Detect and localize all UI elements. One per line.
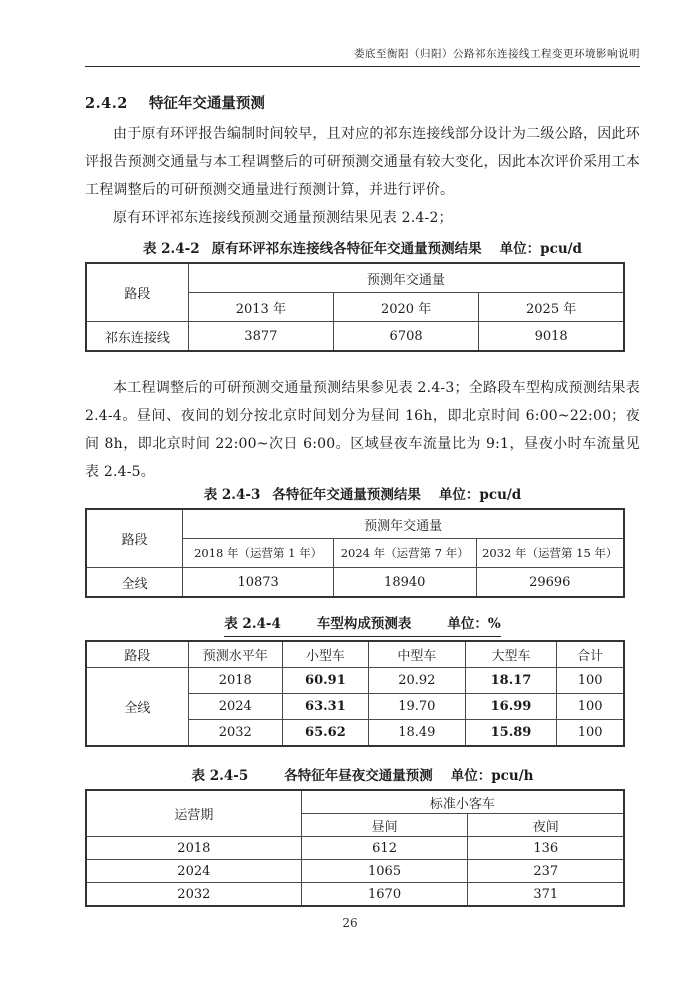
caption-title: 各特征年昼夜交通量预测 <box>284 768 433 784</box>
cell-total: 100 <box>557 668 624 694</box>
table-2-4-5 <box>85 789 625 907</box>
cell-value: 29696 <box>476 568 624 598</box>
table-header-group: 预测年交通量 <box>188 263 624 293</box>
table-row <box>86 568 624 598</box>
cell-night: 136 <box>468 837 624 860</box>
row-label: 全线 <box>86 568 183 598</box>
table-header: 合计 <box>557 641 624 668</box>
table-header-segment: 路段 <box>86 509 183 568</box>
table-header-year: 2025 年 <box>479 293 624 322</box>
section-title: 特征年交通量预测 <box>148 95 265 112</box>
cell-value: 9018 <box>479 322 624 352</box>
cell-value: 3877 <box>188 322 333 352</box>
cell-large-car: 15.89 <box>465 720 556 747</box>
table-header: 大型车 <box>465 641 556 668</box>
row-label: 祁东连接线 <box>86 322 188 352</box>
cell-year: 2032 <box>188 720 282 747</box>
table-2-4-4-caption <box>85 615 640 637</box>
table-header: 中型车 <box>368 641 465 668</box>
table-header: 路段 <box>86 641 188 668</box>
cell-value: 6708 <box>333 322 478 352</box>
table-header-year: 2020 年 <box>333 293 478 322</box>
table-row <box>86 322 624 352</box>
cell-medium-car: 18.49 <box>368 720 465 747</box>
caption-label: 表 2.4-4 <box>224 616 281 632</box>
caption-unit: 单位：pcu/h <box>450 768 534 784</box>
table-row <box>86 883 624 907</box>
cell-value: 10873 <box>183 568 334 598</box>
cell-day: 1670 <box>301 883 468 907</box>
cell-large-car: 18.17 <box>465 668 556 694</box>
table-2-4-3 <box>85 508 625 598</box>
cell-small-car: 63.31 <box>282 694 368 720</box>
caption-title: 各特征年交通量预测结果 <box>272 487 421 503</box>
caption-title: 原有环评祁东连接线各特征年交通量预测结果 <box>211 241 482 257</box>
cell-total: 100 <box>557 720 624 747</box>
table-header-year: 2024 年（运营第 7 年） <box>333 539 476 568</box>
table-2-4-5-caption <box>85 767 640 786</box>
cell-medium-car: 20.92 <box>368 668 465 694</box>
paragraph-intro: 由于原有环评报告编制时间较早，且对应的祁东连接线部分设计为二级公路，因此环评报告预测交通量与本工程调整后的可研预测交通量有较大变化，因此本次评价采用工本工程调整后的可研预测交通量进行预测计算，并进行评价。 <box>85 126 640 198</box>
cell-year: 2024 <box>188 694 282 720</box>
cell-total: 100 <box>557 694 624 720</box>
caption-title: 车型构成预测表 <box>316 616 412 632</box>
table-header-day: 昼间 <box>301 814 468 837</box>
page-header <box>85 46 640 67</box>
cell-day: 612 <box>301 837 468 860</box>
cell-small-car: 60.91 <box>282 668 368 694</box>
table-row <box>86 668 624 694</box>
table-header-period: 运营期 <box>86 790 301 837</box>
cell-value: 18940 <box>333 568 476 598</box>
caption-label: 表 2.4-2 <box>142 241 200 257</box>
caption-label: 表 2.4-3 <box>203 487 261 503</box>
page-number: 26 <box>342 916 358 930</box>
caption-unit: 单位：pcu/d <box>499 241 583 257</box>
table-header-night: 夜间 <box>468 814 624 837</box>
cell-year: 2032 <box>86 883 301 907</box>
cell-year: 2024 <box>86 860 301 883</box>
table-2-4-4 <box>85 640 625 747</box>
paragraph-ref-t2: 原有环评祁东连接线预测交通量预测结果见表 2.4-2； <box>113 210 453 226</box>
table-2-4-2 <box>85 262 625 352</box>
table-2-4-3-caption <box>85 486 640 505</box>
cell-large-car: 16.99 <box>465 694 556 720</box>
cell-year: 2018 <box>188 668 282 694</box>
table-header: 小型车 <box>282 641 368 668</box>
table-header-segment: 路段 <box>86 263 188 322</box>
cell-night: 371 <box>468 883 624 907</box>
cell-night: 237 <box>468 860 624 883</box>
header-title: 娄底至衡阳（归阳）公路祁东连接线工程变更环境影响说明 <box>354 48 640 60</box>
section-number: 2.4.2 <box>85 95 128 112</box>
table-row <box>86 837 624 860</box>
table-header-year: 2013 年 <box>188 293 333 322</box>
table-header-year: 2018 年（运营第 1 年） <box>183 539 334 568</box>
row-label: 全线 <box>86 668 188 747</box>
cell-small-car: 65.62 <box>282 720 368 747</box>
cell-year: 2018 <box>86 837 301 860</box>
caption-unit: 单位：pcu/d <box>438 487 522 503</box>
table-header-group: 预测年交通量 <box>183 509 624 539</box>
paragraph-ref-t3-t5: 本工程调整后的可研预测交通量预测结果参见表 2.4-3；全路段车型构成预测结果表 2.4-4。昼间、夜间的划分按北京时间划分为昼间 16h，即北京时间 6:00~22:00；夜间 8h，即北京时间 22:00~次日 6:00。区域昼夜车流量比为 9:1，昼夜小时车流量见表 2.4-5。 <box>85 380 640 480</box>
table-row <box>86 860 624 883</box>
table-2-4-2-caption <box>85 240 640 259</box>
table-header-year: 2032 年（运营第 15 年） <box>476 539 624 568</box>
cell-day: 1065 <box>301 860 468 883</box>
table-header-group: 标准小客车 <box>301 790 624 814</box>
cell-medium-car: 19.70 <box>368 694 465 720</box>
caption-label: 表 2.4-5 <box>191 768 249 784</box>
caption-unit: 单位：% <box>447 616 501 632</box>
table-header: 预测水平年 <box>188 641 282 668</box>
section-heading <box>85 93 640 114</box>
